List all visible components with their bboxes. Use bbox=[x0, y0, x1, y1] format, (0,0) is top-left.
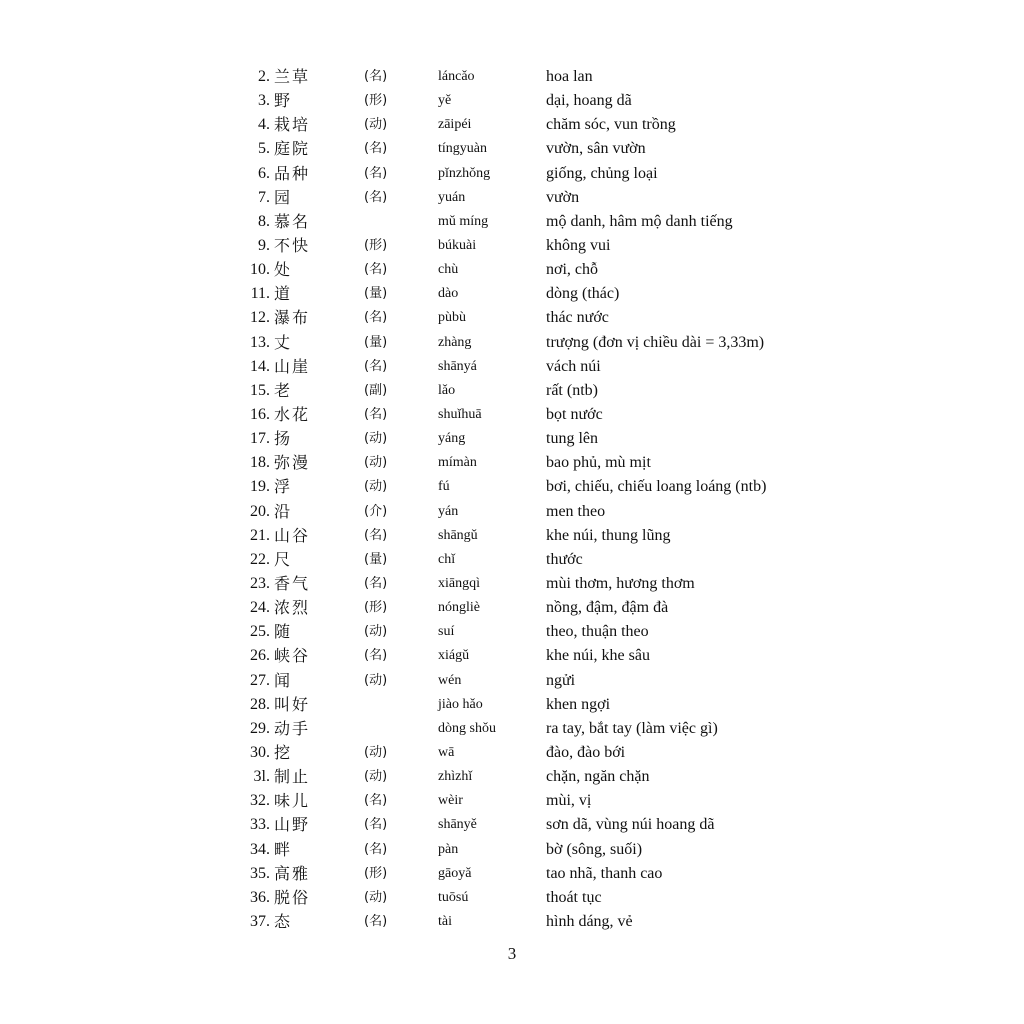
vietnamese-meaning: giống, chủng loại bbox=[546, 164, 658, 182]
entry-number: 3. bbox=[258, 92, 270, 110]
vietnamese-meaning: tao nhã, thanh cao bbox=[546, 864, 663, 882]
pinyin: yán bbox=[438, 503, 459, 519]
vocab-row bbox=[0, 620, 1024, 644]
part-of-speech: (形) bbox=[364, 865, 388, 881]
part-of-speech: (名) bbox=[364, 817, 388, 833]
entry-number: 18. bbox=[250, 454, 270, 472]
chinese-word: 制止 bbox=[274, 767, 311, 787]
chinese-word: 慕名 bbox=[274, 211, 311, 231]
chinese-word: 兰草 bbox=[274, 67, 311, 86]
pinyin: tài bbox=[438, 913, 452, 929]
part-of-speech: (介) bbox=[364, 503, 388, 519]
pinyin: shuǐhuā bbox=[438, 406, 482, 422]
vietnamese-meaning: ngửi bbox=[546, 671, 576, 689]
entry-number: 11. bbox=[250, 285, 270, 303]
vocab-row bbox=[0, 813, 1024, 837]
vietnamese-meaning: dại, hoang dã bbox=[546, 92, 632, 110]
pinyin: búkuài bbox=[438, 237, 477, 253]
vietnamese-meaning: vườn bbox=[546, 188, 580, 206]
vocab-row bbox=[0, 427, 1024, 451]
pinyin: shāngǔ bbox=[438, 527, 478, 543]
pinyin: wā bbox=[438, 744, 455, 760]
chinese-word: 品种 bbox=[274, 163, 311, 183]
entry-number: 28. bbox=[250, 695, 270, 713]
part-of-speech: (量) bbox=[364, 551, 388, 567]
chinese-word: 态 bbox=[274, 911, 293, 931]
chinese-word: 处 bbox=[274, 260, 293, 280]
entry-number: 10. bbox=[250, 261, 270, 279]
chinese-word: 山野 bbox=[274, 815, 311, 835]
part-of-speech: (副) bbox=[364, 382, 388, 398]
pinyin: xiāngqì bbox=[438, 575, 480, 591]
part-of-speech: (动) bbox=[364, 431, 388, 447]
vietnamese-meaning: bao phủ, mù mịt bbox=[546, 454, 651, 472]
pinyin: zhàng bbox=[438, 334, 472, 350]
part-of-speech: (名) bbox=[364, 575, 388, 591]
entry-number: 25. bbox=[250, 623, 270, 641]
chinese-word: 老 bbox=[274, 380, 293, 400]
vietnamese-meaning: không vui bbox=[546, 236, 611, 254]
vocab-row bbox=[0, 186, 1024, 210]
part-of-speech: (名) bbox=[364, 141, 388, 157]
vocab-row bbox=[0, 717, 1024, 741]
vocab-row bbox=[0, 113, 1024, 137]
chinese-word: 浓烈 bbox=[274, 598, 311, 618]
part-of-speech: (动) bbox=[364, 889, 388, 905]
pinyin: shānyě bbox=[438, 817, 477, 833]
entry-number: 13. bbox=[250, 333, 270, 351]
vocab-row bbox=[0, 524, 1024, 548]
vietnamese-meaning: thoát tục bbox=[546, 888, 602, 906]
entry-number: 12. bbox=[250, 309, 270, 327]
entry-number: 36. bbox=[250, 888, 270, 906]
pinyin: tuōsú bbox=[438, 889, 469, 905]
entry-number: 6. bbox=[258, 164, 270, 182]
part-of-speech: (动) bbox=[364, 624, 388, 640]
vietnamese-meaning: ra tay, bắt tay (làm việc gì) bbox=[546, 719, 718, 737]
vocab-row bbox=[0, 331, 1024, 355]
vocab-row bbox=[0, 789, 1024, 813]
entry-number: 8. bbox=[258, 212, 270, 230]
entry-number: 35. bbox=[250, 864, 270, 882]
vocab-row bbox=[0, 886, 1024, 910]
pinyin: yáng bbox=[438, 431, 466, 447]
vietnamese-meaning: sơn dã, vùng núi hoang dã bbox=[546, 816, 715, 834]
vietnamese-meaning: theo, thuận theo bbox=[546, 623, 649, 641]
pinyin: zāipéi bbox=[438, 117, 472, 133]
entry-number: 15. bbox=[250, 381, 270, 399]
pinyin: chǐ bbox=[438, 551, 456, 567]
vocab-row bbox=[0, 838, 1024, 862]
part-of-speech: (形) bbox=[364, 600, 388, 616]
vocab-row bbox=[0, 355, 1024, 379]
chinese-word: 栽培 bbox=[274, 115, 311, 135]
pinyin: pùbù bbox=[438, 310, 466, 326]
chinese-word: 弥漫 bbox=[274, 453, 311, 473]
chinese-word: 叫好 bbox=[274, 694, 311, 714]
part-of-speech: (名) bbox=[364, 648, 388, 664]
chinese-word: 道 bbox=[274, 284, 293, 304]
entry-number: 32. bbox=[250, 792, 270, 810]
pinyin: zhìzhǐ bbox=[438, 769, 473, 785]
pinyin: xiágǔ bbox=[438, 648, 470, 664]
page-number: 3 bbox=[507, 944, 517, 963]
part-of-speech: (形) bbox=[364, 93, 388, 109]
pinyin: mǔ míng bbox=[438, 213, 489, 229]
entry-number: 33. bbox=[250, 816, 270, 834]
vietnamese-meaning: bọt nước bbox=[546, 405, 603, 423]
part-of-speech: (动) bbox=[364, 769, 388, 785]
chinese-word: 脱俗 bbox=[274, 887, 311, 907]
entry-number: 4. bbox=[258, 116, 270, 134]
vocab-row bbox=[0, 89, 1024, 113]
chinese-word: 峡谷 bbox=[274, 646, 311, 666]
vocab-row bbox=[0, 282, 1024, 306]
chinese-word: 随 bbox=[274, 622, 293, 642]
vietnamese-meaning: vườn, sân vườn bbox=[546, 140, 646, 158]
vietnamese-meaning: đào, đào bới bbox=[546, 743, 626, 761]
entry-number: 14. bbox=[250, 357, 270, 375]
entry-number: 26. bbox=[250, 647, 270, 665]
vietnamese-meaning: khe núi, khe sâu bbox=[546, 647, 650, 665]
part-of-speech: (量) bbox=[364, 334, 388, 350]
chinese-word: 野 bbox=[274, 91, 293, 111]
chinese-word: 动手 bbox=[274, 718, 311, 738]
vocabulary-list bbox=[0, 65, 1024, 934]
pinyin: fú bbox=[438, 479, 450, 495]
part-of-speech: (名) bbox=[364, 358, 388, 374]
entry-number: 21. bbox=[250, 526, 270, 544]
part-of-speech: (名) bbox=[364, 406, 388, 422]
vocab-row bbox=[0, 403, 1024, 427]
chinese-word: 园 bbox=[274, 187, 293, 207]
vocab-row bbox=[0, 548, 1024, 572]
chinese-word: 畔 bbox=[274, 839, 293, 859]
vocab-row bbox=[0, 741, 1024, 765]
entry-number: 19. bbox=[250, 478, 270, 496]
pinyin: láncǎo bbox=[438, 69, 475, 84]
pinyin: yuán bbox=[438, 189, 466, 205]
pinyin: dòng shǒu bbox=[438, 720, 496, 736]
pinyin: jiào hǎo bbox=[438, 696, 483, 712]
pinyin: pàn bbox=[438, 841, 459, 857]
part-of-speech: (动) bbox=[364, 744, 388, 760]
part-of-speech: (动) bbox=[364, 672, 388, 688]
part-of-speech: (名) bbox=[364, 841, 388, 857]
chinese-word: 瀑布 bbox=[274, 308, 311, 328]
entry-number: 7. bbox=[258, 188, 270, 206]
entry-number: 17. bbox=[250, 430, 270, 448]
chinese-word: 闻 bbox=[274, 670, 293, 690]
pinyin: wèir bbox=[438, 793, 463, 809]
chinese-word: 丈 bbox=[274, 332, 293, 352]
vocab-row bbox=[0, 693, 1024, 717]
chinese-word: 浮 bbox=[274, 477, 293, 497]
part-of-speech: (名) bbox=[364, 165, 388, 181]
vocab-row bbox=[0, 258, 1024, 282]
pinyin: dào bbox=[438, 286, 459, 302]
vietnamese-meaning: nồng, đậm, đậm đà bbox=[546, 599, 669, 617]
chinese-word: 扬 bbox=[274, 429, 293, 449]
vietnamese-meaning: men theo bbox=[546, 502, 606, 520]
vocab-row bbox=[0, 137, 1024, 161]
entry-number: 23. bbox=[250, 574, 270, 592]
chinese-word: 不快 bbox=[274, 235, 311, 255]
vietnamese-meaning: rất (ntb) bbox=[546, 381, 598, 399]
vietnamese-meaning: hoa lan bbox=[546, 68, 593, 85]
part-of-speech: (动) bbox=[364, 479, 388, 495]
part-of-speech: (动) bbox=[364, 455, 388, 471]
part-of-speech: (名) bbox=[364, 310, 388, 326]
part-of-speech: (名) bbox=[364, 793, 388, 809]
vocab-row bbox=[0, 210, 1024, 234]
vietnamese-meaning: trượng (đơn vị chiều dài = 3,33m) bbox=[546, 333, 765, 351]
chinese-word: 庭院 bbox=[274, 139, 311, 159]
pinyin: yě bbox=[438, 93, 452, 109]
chinese-word: 水花 bbox=[274, 404, 311, 424]
vietnamese-meaning: mộ danh, hâm mộ danh tiếng bbox=[546, 212, 733, 230]
part-of-speech: (量) bbox=[364, 286, 388, 302]
pinyin: nóngliè bbox=[438, 600, 480, 616]
entry-number: 27. bbox=[250, 671, 270, 689]
vocab-row bbox=[0, 475, 1024, 499]
vocab-row bbox=[0, 765, 1024, 789]
vietnamese-meaning: tung lên bbox=[546, 430, 598, 448]
vocab-row bbox=[0, 862, 1024, 886]
vocab-row bbox=[0, 451, 1024, 475]
vietnamese-meaning: bơi, chiếu, chiếu loang loáng (ntb) bbox=[546, 478, 767, 496]
vietnamese-meaning: thác nước bbox=[546, 309, 609, 327]
part-of-speech: (名) bbox=[364, 913, 388, 929]
pinyin: suí bbox=[438, 624, 455, 640]
entry-number: 20. bbox=[250, 502, 270, 520]
entry-number: 2. bbox=[258, 68, 270, 85]
chinese-word: 尺 bbox=[274, 549, 293, 569]
entry-number: 34. bbox=[250, 840, 270, 858]
vietnamese-meaning: chăm sóc, vun trồng bbox=[546, 116, 676, 134]
part-of-speech: (名) bbox=[364, 189, 388, 205]
pinyin: chù bbox=[438, 262, 459, 278]
vietnamese-meaning: thước bbox=[546, 550, 583, 568]
vocab-row bbox=[0, 162, 1024, 186]
vocab-row bbox=[0, 500, 1024, 524]
chinese-word: 味儿 bbox=[274, 791, 311, 811]
entry-number: 3l. bbox=[253, 768, 270, 786]
vietnamese-meaning: nơi, chỗ bbox=[546, 261, 599, 279]
entry-number: 9. bbox=[258, 236, 270, 254]
pinyin: pǐnzhǒng bbox=[438, 165, 491, 181]
vietnamese-meaning: khe núi, thung lũng bbox=[546, 526, 671, 544]
chinese-word: 山崖 bbox=[274, 356, 311, 376]
vietnamese-meaning: vách núi bbox=[546, 357, 601, 375]
pinyin: gāoyǎ bbox=[438, 865, 472, 881]
vietnamese-meaning: mùi thơm, hương thơm bbox=[546, 574, 695, 592]
vietnamese-meaning: chặn, ngăn chặn bbox=[546, 768, 650, 786]
part-of-speech: (名) bbox=[364, 69, 388, 84]
entry-number: 29. bbox=[250, 719, 270, 737]
vietnamese-meaning: khen ngợi bbox=[546, 695, 611, 713]
pinyin: tíngyuàn bbox=[438, 141, 487, 157]
entry-number: 22. bbox=[250, 550, 270, 568]
pinyin: shānyá bbox=[438, 358, 477, 374]
vocab-row bbox=[0, 669, 1024, 693]
part-of-speech: (名) bbox=[364, 527, 388, 543]
entry-number: 24. bbox=[250, 599, 270, 617]
chinese-word: 山谷 bbox=[274, 525, 311, 545]
part-of-speech: (动) bbox=[364, 117, 388, 133]
part-of-speech: (形) bbox=[364, 237, 388, 253]
chinese-word: 高雅 bbox=[274, 863, 311, 883]
vietnamese-meaning: hình dáng, vẻ bbox=[546, 912, 633, 930]
pinyin: lǎo bbox=[438, 382, 456, 398]
vocab-row bbox=[0, 234, 1024, 258]
entry-number: 30. bbox=[250, 743, 270, 761]
vocab-row bbox=[0, 572, 1024, 596]
vocab-row bbox=[0, 596, 1024, 620]
vocab-row bbox=[0, 65, 1024, 89]
entry-number: 5. bbox=[258, 140, 270, 158]
chinese-word: 沿 bbox=[274, 501, 293, 521]
vietnamese-meaning: dòng (thác) bbox=[546, 285, 620, 303]
vietnamese-meaning: mùi, vị bbox=[546, 792, 592, 810]
pinyin: wén bbox=[438, 672, 462, 688]
vietnamese-meaning: bờ (sông, suối) bbox=[546, 840, 643, 858]
chinese-word: 香气 bbox=[274, 573, 311, 593]
part-of-speech: (名) bbox=[364, 262, 388, 278]
chinese-word: 挖 bbox=[274, 742, 293, 762]
vocab-row bbox=[0, 910, 1024, 934]
entry-number: 37. bbox=[250, 912, 270, 930]
vocab-row bbox=[0, 644, 1024, 668]
pinyin: mímàn bbox=[438, 455, 477, 471]
vocab-row bbox=[0, 306, 1024, 330]
vocab-row bbox=[0, 379, 1024, 403]
entry-number: 16. bbox=[250, 405, 270, 423]
